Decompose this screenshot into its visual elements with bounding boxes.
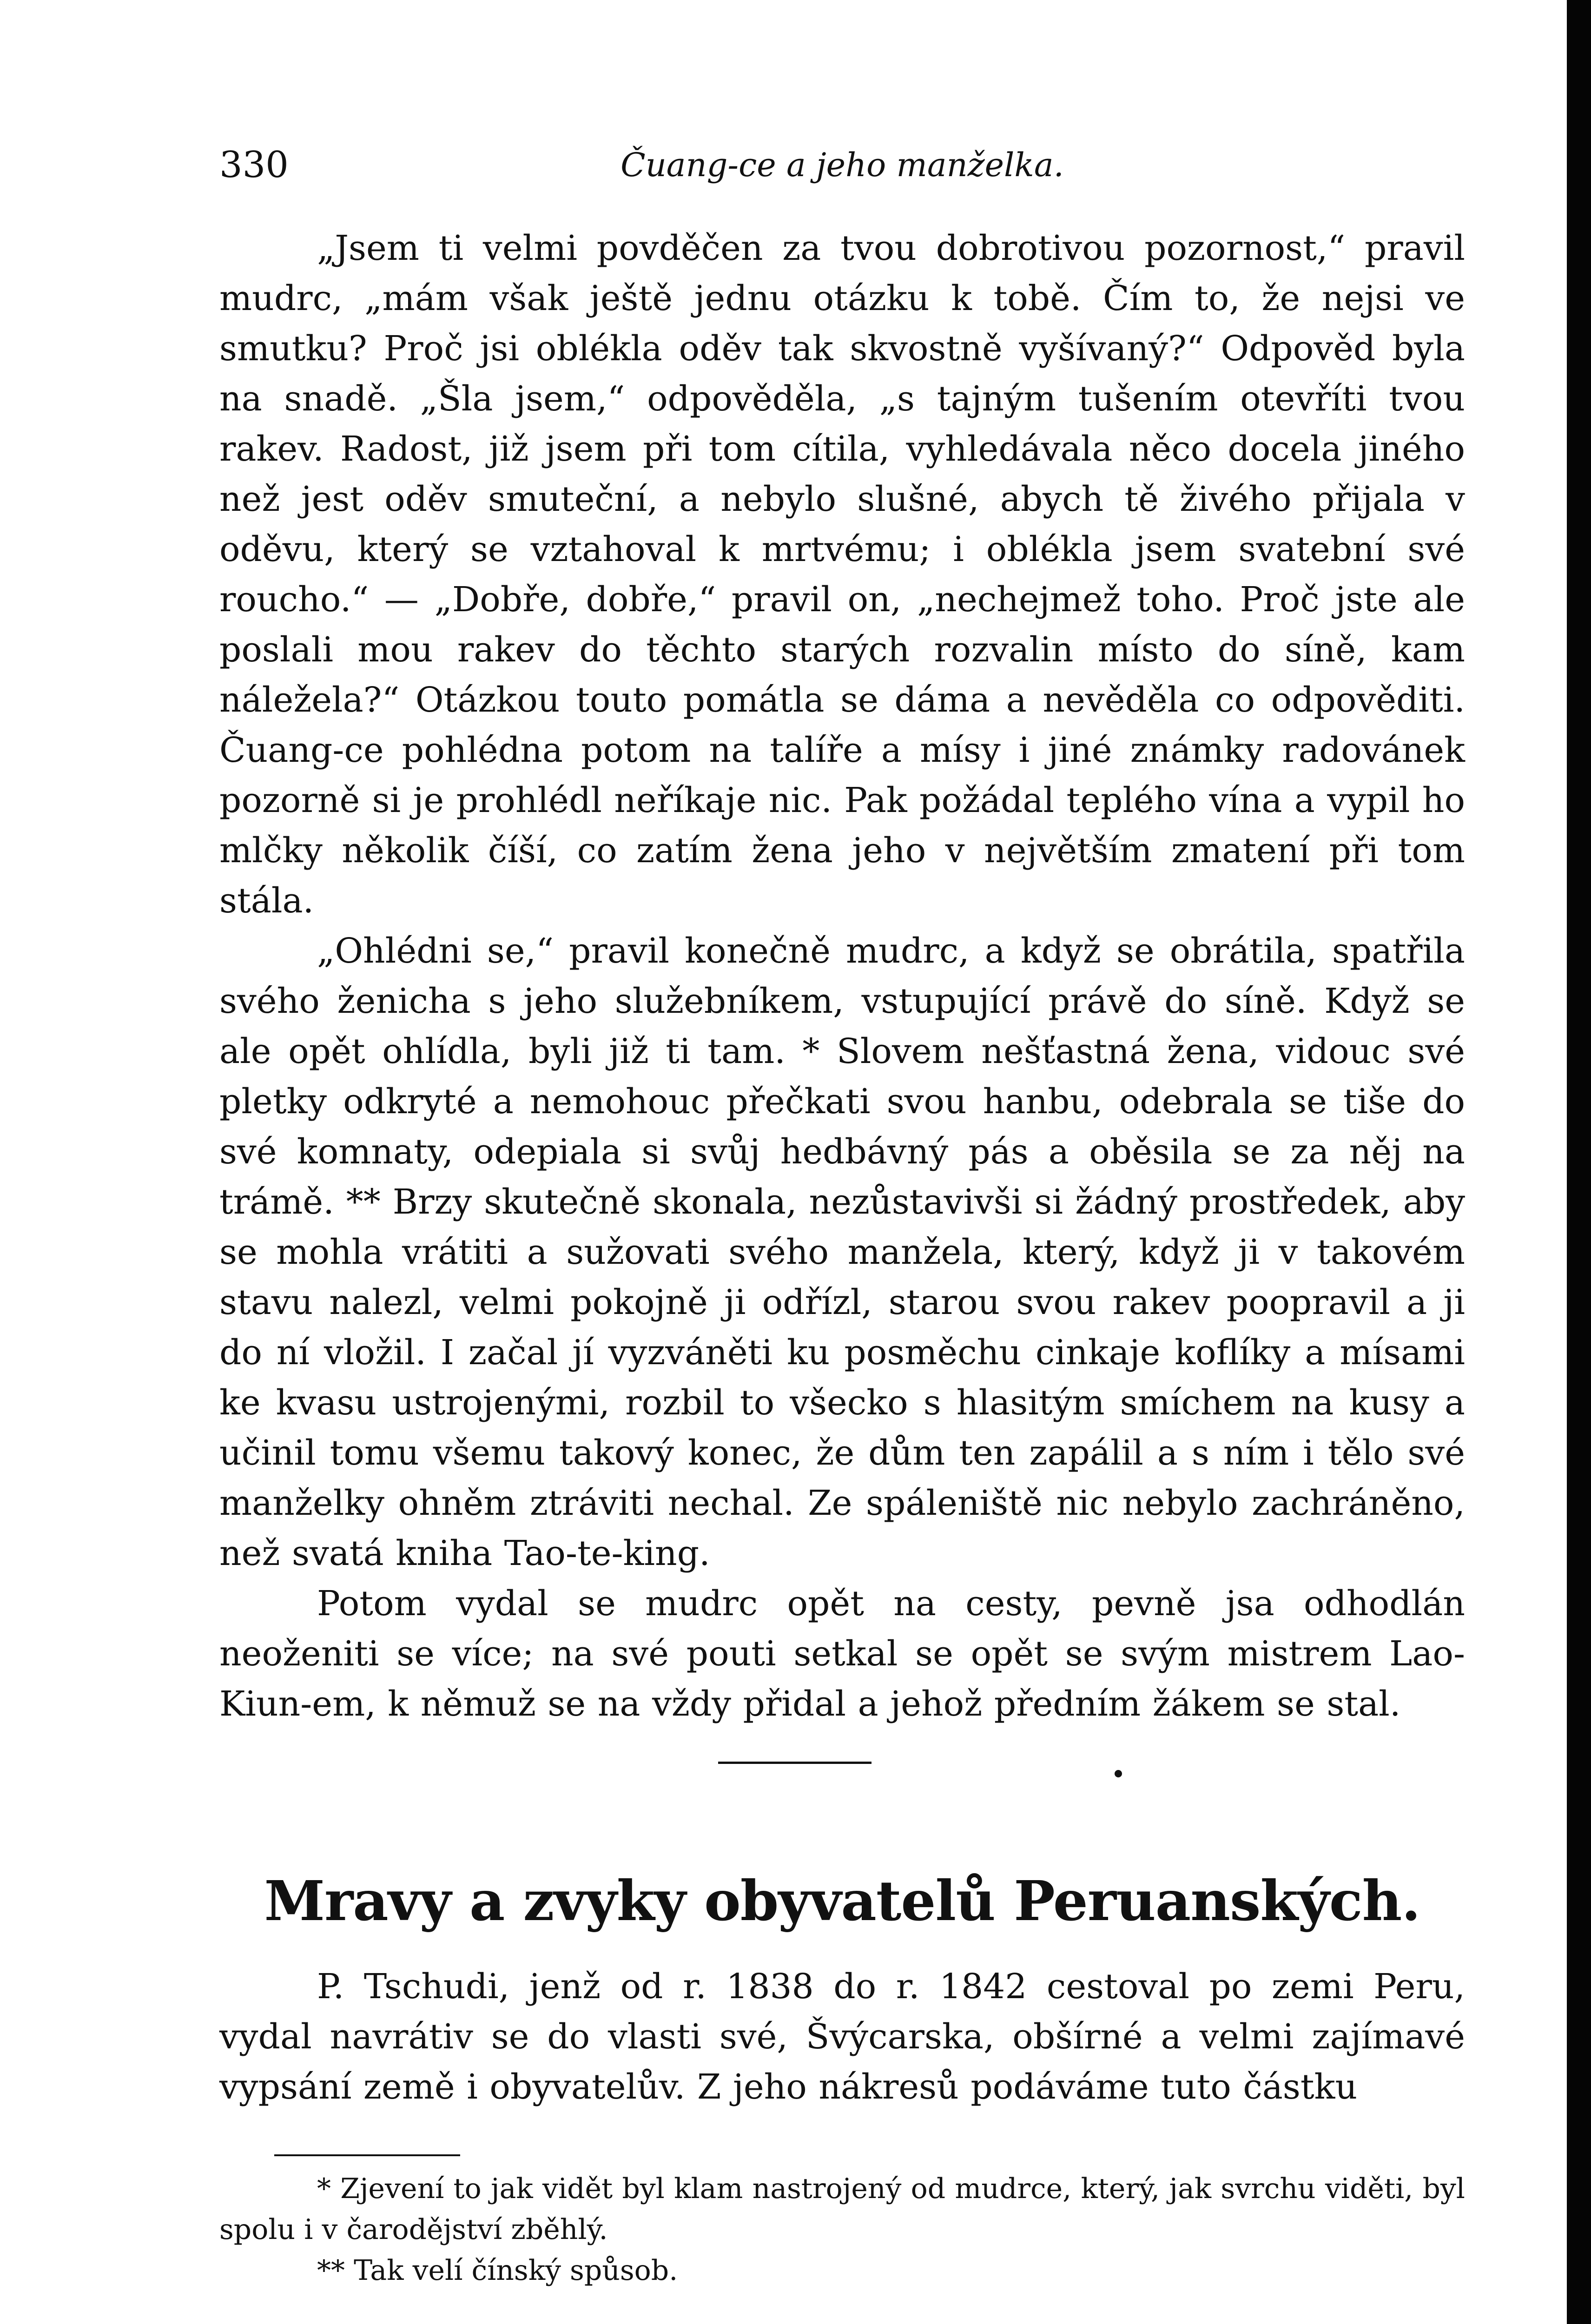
footnote-rule bbox=[274, 2154, 460, 2156]
running-title: Čuang-ce a jeho manželka. bbox=[621, 146, 1064, 184]
paragraph-1: „Jsem ti velmi povděčen za tvou dobrotivou pozornost,“ pravil mudrc, „mám však ještě jednu otázku k tobě. Čím to, že nejsi ve smutku? Proč jsi oblékla oděv tak skvostně vyšívaný?“ Odpověd byla na snadě. „Šla jsem,“ odpověděla, „s tajným tušením otevříti tvou rakev. Radost, již jsem při tom cítila, vyhledávala něco docela jiného než jest oděv smuteční, a nebylo slušné, abych tě živého přijala v oděvu, který se vztahoval k mrtvému; i oblékla jsem svatební své roucho.“ — „Dobře, dobře,“ pravil on, „nechejmež toho. Proč jste ale poslali mou rakev do těchto starých rozvalin místo do síně, kam náležela?“ Otázkou touto pomátla se dáma a nevěděla co odpověditi. Čuang-ce pohlédna potom na talíře a mísy i jiné známky radovánek pozorně si je prohlédl neříkaje nic. Pak požádal teplého vína a vypil ho mlčky několik číší, co zatím žena jeho v největším zmatení při tom stála. bbox=[219, 228, 1465, 921]
paragraph-3: Potom vydal se mudrc opět na cesty, pevně jsa odhodlán neoženiti se více; na své pouti setkal se opět se svým mistrem Lao-Kiun-em, k němuž se na vždy přidal a jehož předním žákem se stal. bbox=[219, 1584, 1465, 1724]
footnote-1: * Zjevení to jak vidět byl klam nastrojený od mudrce, který, jak svrchu viděti, byl spolu i v čarodějství zběhlý. bbox=[219, 2172, 1465, 2246]
separator-dot bbox=[1115, 1770, 1122, 1777]
page-edge-border bbox=[1567, 0, 1591, 2324]
section-text bbox=[219, 1961, 1465, 2112]
main-text bbox=[219, 223, 1465, 1729]
section-separator-rule bbox=[718, 1762, 871, 1764]
page-number: 330 bbox=[219, 144, 289, 186]
footnotes bbox=[219, 2168, 1465, 2291]
running-header bbox=[219, 139, 1465, 191]
paragraph-2: „Ohlédni se,“ pravil konečně mudrc, a když se obrátila, spatřila svého ženicha s jeho služebníkem, vstupující právě do síně. Když se ale opět ohlídla, byli již ti tam. * Slovem nešťastná žena, vidouc své pletky odkryté a nemohouc přečkati svou hanbu, odebrala se tiše do své komnaty, odepiala si svůj hedbávný pás a oběsila se za něj na trámě. ** Brzy skutečně skonala, nezůstavivši si žádný prostředek, aby se mohla vrátiti a sužovati svého manžela, který, když ji v takovém stavu nalezl, velmi pokojně ji odřízl, starou svou rakev poopravil a ji do ní vložil. I začal jí vyzváněti ku posměchu cinkaje koflíky a mísami ke kvasu ustrojenými, rozbil to všecko s hlasitým smíchem na kusy a učinil tomu všemu takový konec, že dům ten zapálil a s ním i tělo své manželky ohněm ztráviti nechal. Ze spáleniště nic nebylo zachráněno, než svatá kniha Tao-te-king. bbox=[219, 931, 1465, 1573]
section-title: Mravy a zvyky obyvatelů Peruanských. bbox=[264, 1868, 1420, 1933]
section-paragraph: P. Tschudi, jenž od r. 1838 do r. 1842 cestoval po zemi Peru, vydal navrátiv se do vlasti své, Švýcarska, obšírné a velmi zajímavé vypsání země i obyvatelův. Z jeho nákresů podáváme tuto částku bbox=[219, 1967, 1465, 2107]
footnote-2: ** Tak velí čínský spůsob. bbox=[317, 2254, 678, 2287]
